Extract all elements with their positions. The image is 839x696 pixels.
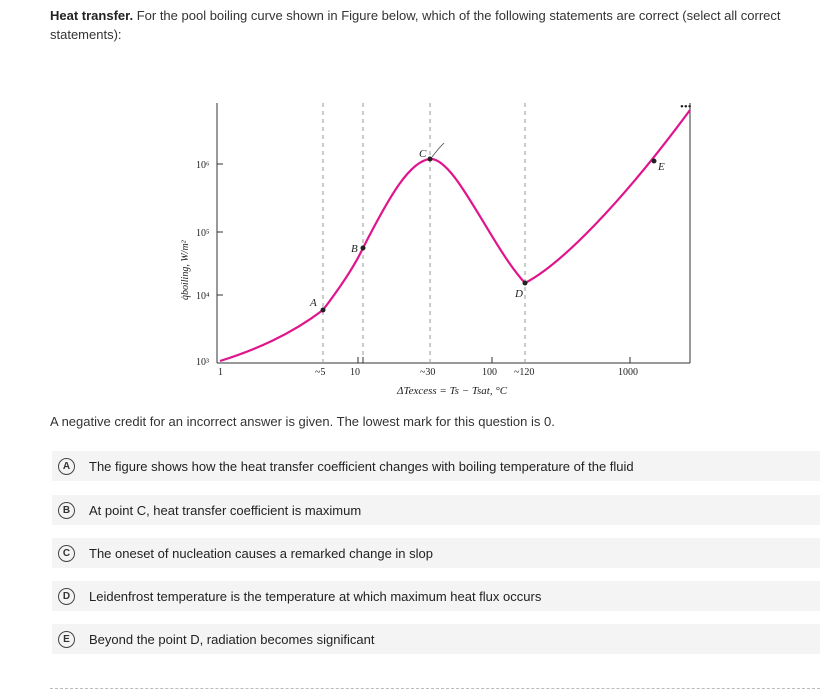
y-tick-marks xyxy=(217,164,223,295)
option-b-text: At point C, heat transfer coefficient is maximum xyxy=(89,502,362,518)
x-tick-label: ~120 xyxy=(514,367,535,378)
option-d[interactable] xyxy=(52,581,820,611)
x-tick-marks xyxy=(358,357,630,363)
option-c-badge: C xyxy=(58,545,75,562)
point-b-marker xyxy=(361,246,366,251)
point-c-marker xyxy=(428,157,433,162)
question-topic: Heat transfer. xyxy=(50,8,134,23)
point-e-marker xyxy=(652,159,657,164)
option-c-text: The oneset of nucleation causes a remarked change in slop xyxy=(89,545,433,561)
y-tick-label: 10³ xyxy=(196,357,209,368)
x-tick-label: 100 xyxy=(482,367,497,378)
option-a[interactable] xyxy=(52,451,820,481)
option-d-text: Leidenfrost temperature is the temperature at which maximum heat flux occurs xyxy=(89,588,542,604)
question-body: For the pool boiling curve shown in Figure below, which of the following statements are correct (select all correct statements): xyxy=(50,8,781,42)
y-tick-label: 10⁵ xyxy=(196,228,210,239)
option-a-badge: A xyxy=(58,458,75,475)
x-axis-label: ΔTexcess = Ts − Tsat, °C xyxy=(397,385,508,397)
option-c[interactable] xyxy=(52,538,820,568)
option-d-badge: D xyxy=(58,588,75,605)
guide-lines xyxy=(323,103,525,363)
x-tick-label: 1 xyxy=(218,367,223,378)
point-label: E xyxy=(658,161,665,173)
option-e-badge: E xyxy=(58,631,75,648)
point-label: A xyxy=(310,297,317,309)
bottom-divider xyxy=(50,688,820,689)
question-text xyxy=(50,6,810,44)
boiling-curve-svg xyxy=(160,95,700,415)
point-c-indicator xyxy=(432,143,444,157)
x-tick-label: 10 xyxy=(350,367,360,378)
credit-note: A negative credit for an incorrect answer is given. The lowest mark for this question is 0. xyxy=(50,414,555,429)
option-b[interactable] xyxy=(52,495,820,525)
option-e[interactable] xyxy=(52,624,820,654)
point-label: C xyxy=(419,148,427,160)
x-tick-label: 1000 xyxy=(618,367,638,378)
option-a-text: The figure shows how the heat transfer coefficient changes with boiling temperature of the fluid xyxy=(89,458,634,474)
y-axis-label: q̇boiling, W/m² xyxy=(180,240,191,300)
figure-menu-icon[interactable]: ••• xyxy=(680,101,692,113)
y-tick-label: 10⁴ xyxy=(196,291,210,302)
point-label: B xyxy=(351,243,358,255)
y-tick-label: 10⁶ xyxy=(196,160,210,171)
x-tick-label: ~30 xyxy=(420,367,436,378)
boiling-curve-figure xyxy=(160,95,700,415)
point-a-marker xyxy=(321,308,326,313)
option-b-badge: B xyxy=(58,502,75,519)
boiling-curve xyxy=(220,110,690,361)
point-label: D xyxy=(515,288,523,300)
option-e-text: Beyond the point D, radiation becomes significant xyxy=(89,631,375,647)
x-tick-label: ~5 xyxy=(315,367,326,378)
point-d-marker xyxy=(523,281,528,286)
